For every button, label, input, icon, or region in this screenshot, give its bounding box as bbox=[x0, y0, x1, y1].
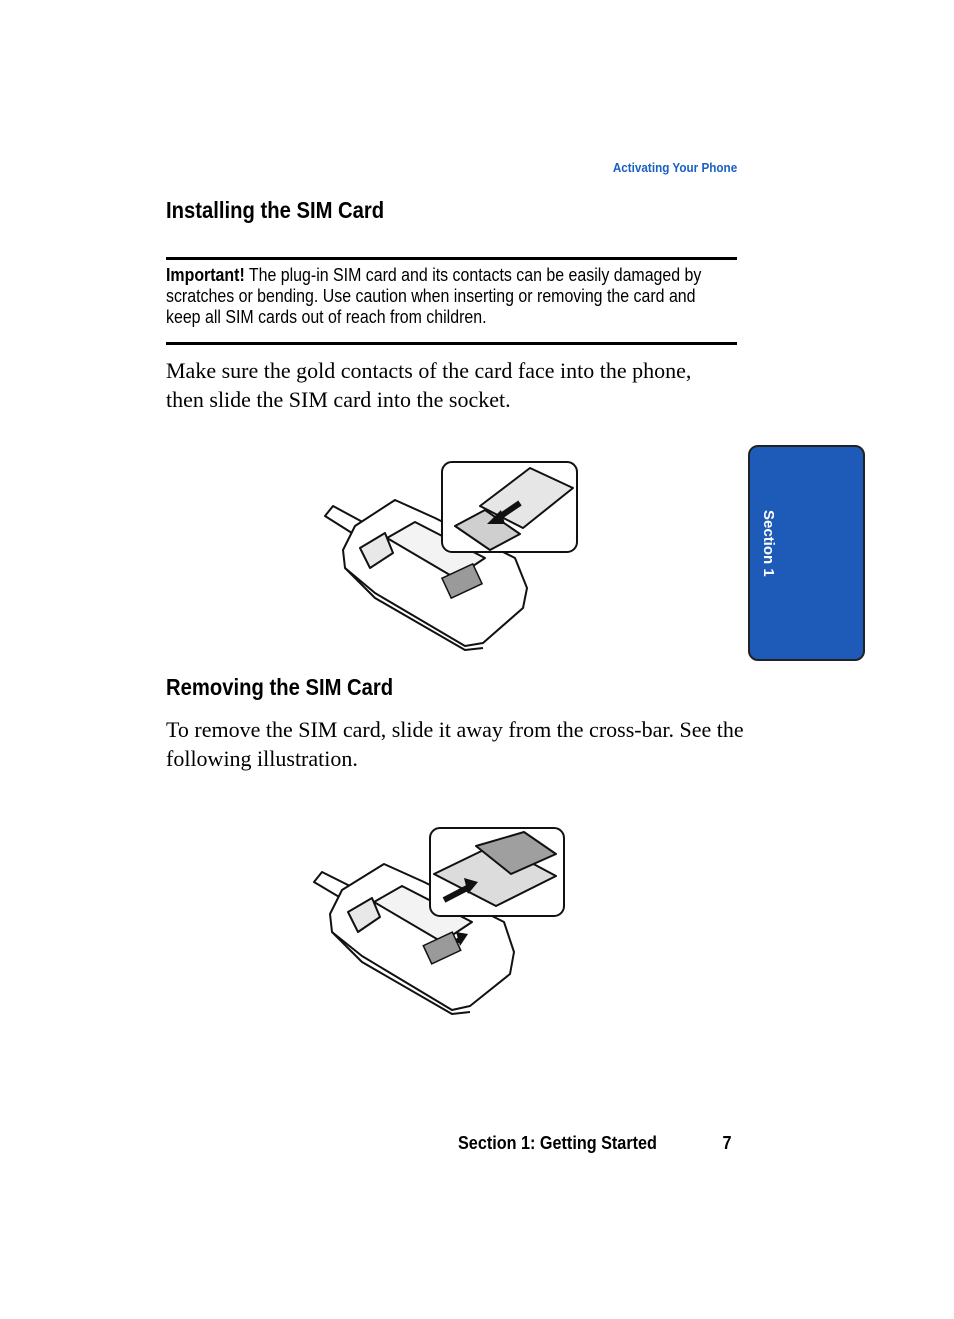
install-heading: Installing the SIM Card bbox=[166, 197, 385, 223]
running-head: Activating Your Phone bbox=[612, 160, 737, 175]
page-number: 7 bbox=[722, 1133, 732, 1153]
remove-heading: Removing the SIM Card bbox=[166, 674, 394, 700]
important-label: Important! bbox=[166, 265, 245, 285]
remove-body: To remove the SIM card, slide it away from the cross-bar. See the following illustration. bbox=[166, 717, 744, 771]
important-note bbox=[166, 265, 732, 328]
important-text: The plug-in SIM card and its contacts can be easily damaged by scratches or bending. Use caution when inserting or removing the card and keep all SIM cards out of reach from children. bbox=[166, 265, 702, 327]
sim-insert-illustration bbox=[315, 458, 585, 653]
note-top-rule bbox=[166, 257, 737, 260]
footer-section-title: Section 1: Getting Started bbox=[458, 1133, 657, 1153]
section-tab-label: Section 1 bbox=[760, 510, 777, 577]
sim-remove-illustration bbox=[306, 824, 571, 1016]
install-body: Make sure the gold contacts of the card face into the phone, then slide the SIM card into the socket. bbox=[166, 358, 692, 412]
note-bottom-rule bbox=[166, 342, 737, 345]
